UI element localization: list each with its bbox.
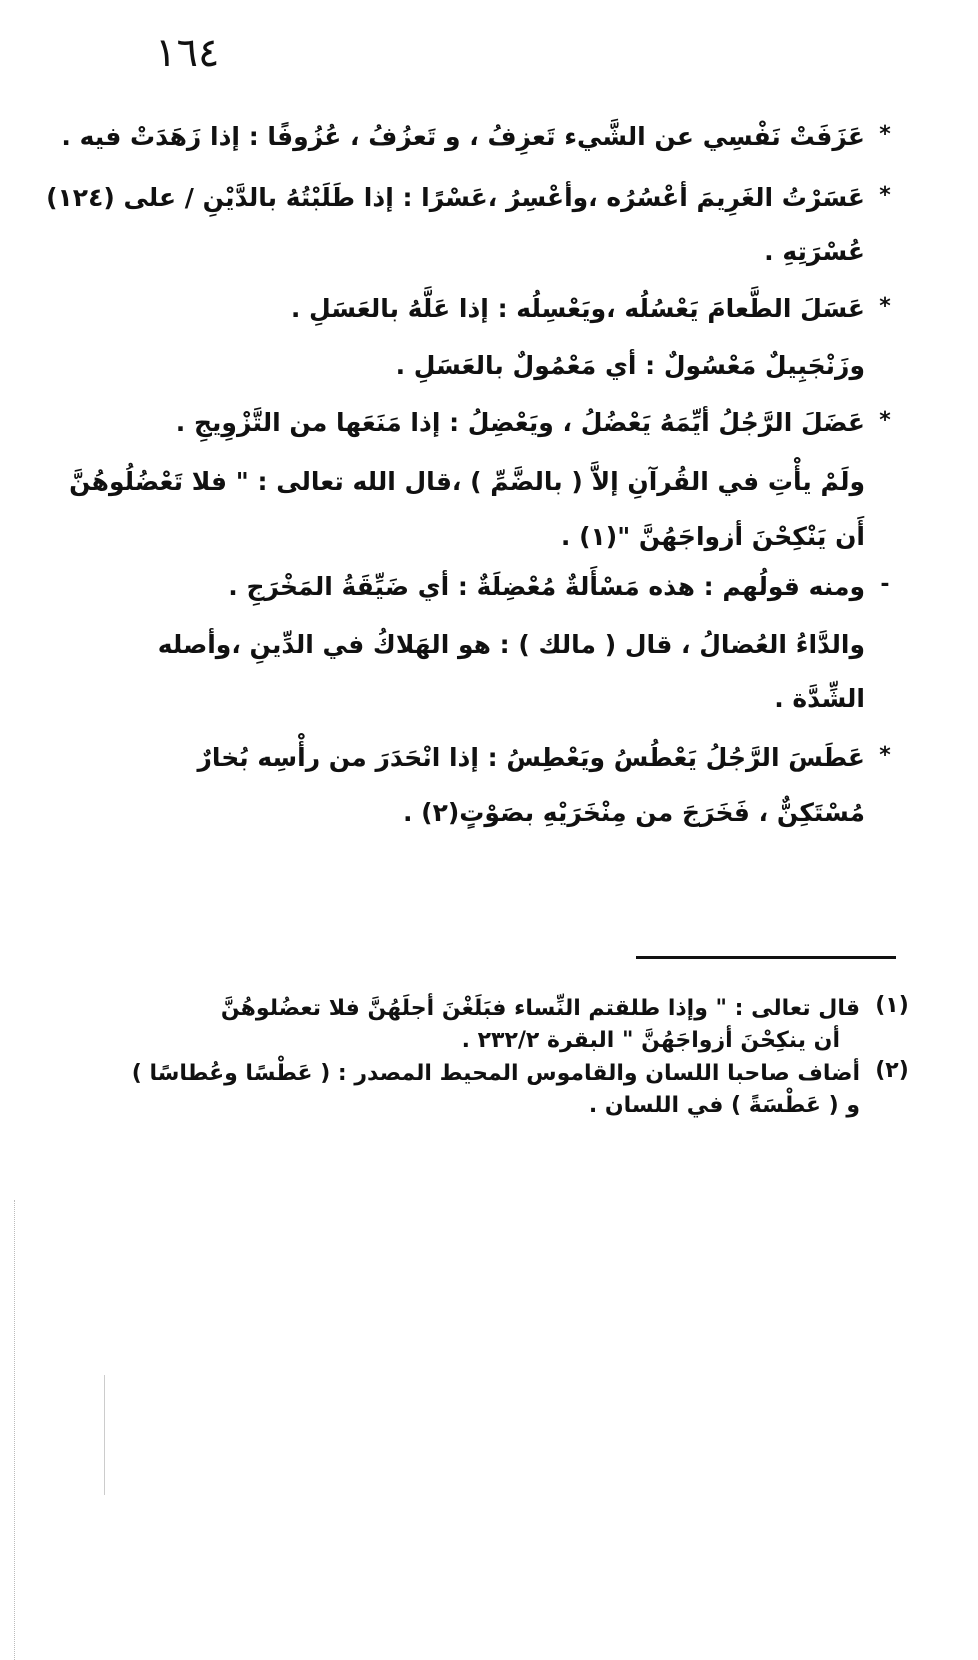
footnote-text: و ( عَطْسَةً ) في اللسان . xyxy=(588,1093,860,1118)
dictionary-entry-continuation: عُسْرَتِهِ . xyxy=(764,237,865,266)
page-number: ١٦٤ xyxy=(155,30,220,76)
entry-marker-dash: - xyxy=(880,572,890,597)
scan-artifact-line xyxy=(104,1375,105,1495)
dictionary-entry: عَزَفَتْ نَفْسِي عن الشَّيء تَعزِفُ ، و تَعزُفُ ، عُزُوفًا : إذا زَهَدَتْ فيه . xyxy=(61,122,865,151)
dictionary-subentry-continuation: الشِّدَّة . xyxy=(774,684,865,713)
dictionary-entry: عَسَرْتُ الغَرِيمَ أعْسُرُه ،وأعْسِرُ ،عَسْرًا : إذا طَلَبْتُهُ بالدَّيْنِ / على (١٢٤) xyxy=(46,183,865,212)
dictionary-entry-continuation: أَن يَنْكِحْنَ أزواجَهُنَّ "(١) . xyxy=(560,522,865,551)
dictionary-subentry: وزَنْجَبِيلٌ مَعْسُولٌ : أي مَعْمُولٌ بالعَسَلِ . xyxy=(395,351,865,380)
footnote-text: قال تعالى : " وإذا طلقتم النِّساء فبَلَغْنَ أجلَهُنَّ فلا تعضُلوهُنَّ xyxy=(220,996,860,1021)
dictionary-entry: عَطَسَ الرَّجُلُ يَعْطُسُ ويَعْطِسُ : إذا انْحَدَرَ من رأْسِه بُخارٌ xyxy=(197,743,865,772)
footnote-text: أضاف صاحبا اللسان والقاموس المحيط المصدر : ( عَطْسًا وعُطاسًا ) xyxy=(131,1061,860,1086)
entry-marker: * xyxy=(879,743,891,768)
dictionary-subentry: ومنه قولُهم : هذه مَسْأَلةٌ مُعْضِلَةٌ : أي ضَيِّقَةُ المَخْرَجِ . xyxy=(228,572,865,601)
dictionary-entry: عَضَلَ الرَّجُلُ أيِّمَهُ يَعْضُلُ ، ويَعْضِلُ : إذا مَنَعَها من التَّزْوِيجِ . xyxy=(175,408,865,437)
entry-marker: * xyxy=(879,408,891,433)
dictionary-entry-continuation: ولَمْ يأْتِ في القُرآنِ إلاَّ ( بالضَّمِّ ) ،قال الله تعالى : " فلا تَعْضُلُوهُنَّ xyxy=(69,467,865,496)
footnote-text: أن ينكِحْنَ أزواجَهُنَّ " البقرة ٢٣٢/٢ . xyxy=(461,1028,840,1053)
entry-marker: * xyxy=(879,294,891,319)
scan-artifact-line xyxy=(14,1200,15,1660)
dictionary-subentry: والدَّاءُ العُضالُ ، قال ( مالك ) : هو الهَلاكُ في الدِّينِ ،وأصله xyxy=(157,630,865,659)
footnote-separator xyxy=(636,956,896,959)
entry-marker: * xyxy=(879,122,891,147)
dictionary-entry-continuation: مُسْتَكِنٌّ ، فَخَرَجَ من مِنْخَرَيْهِ بصَوْتٍ(٢) . xyxy=(402,798,865,827)
footnote-number: (٢) xyxy=(875,1058,909,1083)
dictionary-entry: عَسَلَ الطَّعامَ يَعْسُلُه ،ويَعْسِلُه : إذا عَلَّهُ بالعَسَلِ . xyxy=(290,294,865,323)
entry-marker: * xyxy=(879,183,891,208)
footnote-number: (١) xyxy=(875,993,909,1018)
